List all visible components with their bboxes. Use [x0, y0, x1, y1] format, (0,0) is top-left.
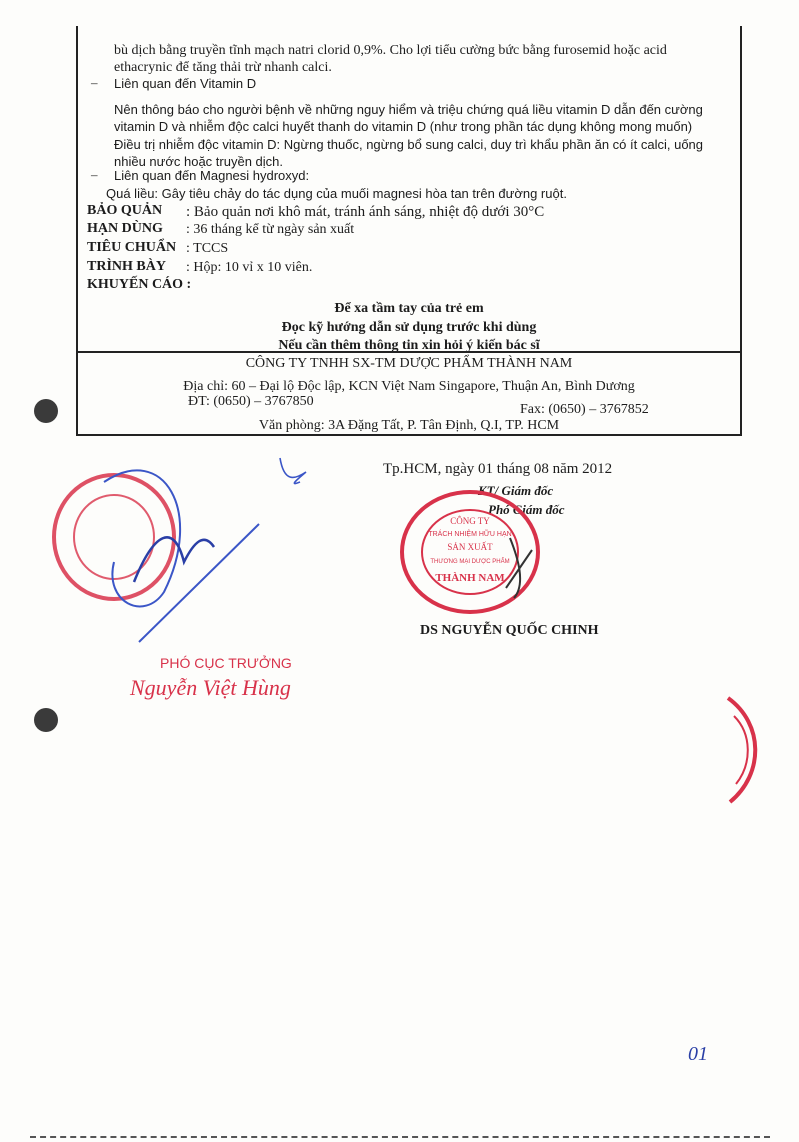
- authority-title: PHÓ CỤC TRƯỞNG: [160, 655, 292, 671]
- divider: [76, 351, 742, 353]
- spec-label-storage: BẢO QUẢN: [87, 203, 163, 218]
- company-stamp: [398, 488, 548, 620]
- spec-label-expiry: HẠN DÙNG: [87, 221, 163, 236]
- body-line-7: nhiều nước hoặc truyền dịch.: [114, 154, 283, 169]
- spec-value-packing: : Hộp: 10 vỉ x 10 viên.: [186, 260, 313, 275]
- bullet-dash: –: [91, 167, 98, 182]
- warning-line-1: Để xa tầm tay của trẻ em: [334, 301, 484, 316]
- body-line-4: Nên thông báo cho người bệnh về những nguy hiểm và triệu chứng quá liều vitamin D dẫn đến cường: [114, 102, 703, 117]
- body-line-2: ethacrynic để tăng thải trừ nhanh calci.: [114, 60, 332, 75]
- warning-line-3: Nếu cần thêm thông tin xin hỏi ý kiến bác sĩ: [278, 338, 540, 353]
- bullet-dash: –: [91, 75, 98, 90]
- spec-value-storage: : Bảo quản nơi khô mát, tránh ánh sáng, nhiệt độ dưới 30°C: [186, 204, 545, 220]
- body-line-1: bù dịch bằng truyền tĩnh mạch natri clorid 0,9%. Cho lợi tiểu cường bức bằng furosemid hoặc acid: [114, 43, 667, 58]
- warning-line-2: Đọc kỹ hướng dẫn sử dụng trước khi dùng: [281, 320, 537, 335]
- stamp-line-2: TRÁCH NHIỆM HỮU HẠN: [428, 531, 512, 538]
- authority-stamp: [44, 452, 314, 652]
- stamp-line-3: SẢN XUẤT: [447, 542, 493, 552]
- company-office: Văn phòng: 3A Đặng Tất, P. Tân Định, Q.I, TP. HCM: [258, 418, 560, 433]
- spec-value-expiry: : 36 tháng kể từ ngày sản xuất: [186, 222, 355, 237]
- company-address: Địa chỉ: 60 – Đại lộ Độc lập, KCN Việt Nam Singapore, Thuận An, Bình Dương: [183, 379, 635, 394]
- stamp-line-4: THƯƠNG MẠI DƯỢC PHẨM: [430, 559, 510, 565]
- stamp-line-1: CÔNG TY: [450, 516, 490, 526]
- spec-label-warning: KHUYẾN CÁO :: [87, 277, 192, 292]
- date-line: Tp.HCM, ngày 01 tháng 08 năm 2012: [383, 461, 613, 477]
- spec-label-standard: TIÊU CHUẨN: [87, 240, 177, 255]
- magnesi-heading: Liên quan đến Magnesi hydroxyd:: [114, 168, 310, 183]
- body-line-5: vitamin D và nhiễm độc calci huyết thanh do vitamin D (như trong phần tác dụng không mong muốn): [114, 119, 693, 134]
- signer-name: DS NGUYỄN QUỐC CHINH: [420, 623, 599, 638]
- stamp-line-5: THÀNH NAM: [435, 572, 505, 584]
- spec-label-packing: TRÌNH BÀY: [87, 259, 166, 274]
- overdose-line: Quá liều: Gây tiêu chảy do tác dụng của muối magnesi hòa tan trên đường ruột.: [106, 186, 567, 201]
- company-name: CÔNG TY TNHH SX-TM DƯỢC PHẨM THÀNH NAM: [245, 356, 573, 371]
- company-phone: ĐT: (0650) – 3767850: [188, 394, 314, 409]
- company-fax: Fax: (0650) – 3767852: [520, 402, 649, 417]
- authority-signature-name: Nguyễn Việt Hùng: [130, 675, 291, 700]
- kt-director: KT/ Giám đốc: [478, 483, 554, 498]
- bottom-edge: [30, 1136, 770, 1138]
- deputy-director: Phó Giám đốc: [488, 502, 565, 517]
- spec-value-standard: : TCCS: [186, 241, 229, 256]
- vitamin-d-heading: Liên quan đến Vitamin D: [114, 76, 257, 91]
- punch-hole: [34, 399, 58, 423]
- punch-hole: [34, 708, 58, 732]
- page-mark: 01: [688, 1043, 708, 1065]
- edge-stamp-fragment: [724, 694, 764, 806]
- body-line-6: Điều trị nhiễm độc vitamin D: Ngừng thuốc, ngừng bổ sung calci, duy trì khẩu phần ăn có ít calci, uống: [114, 137, 704, 152]
